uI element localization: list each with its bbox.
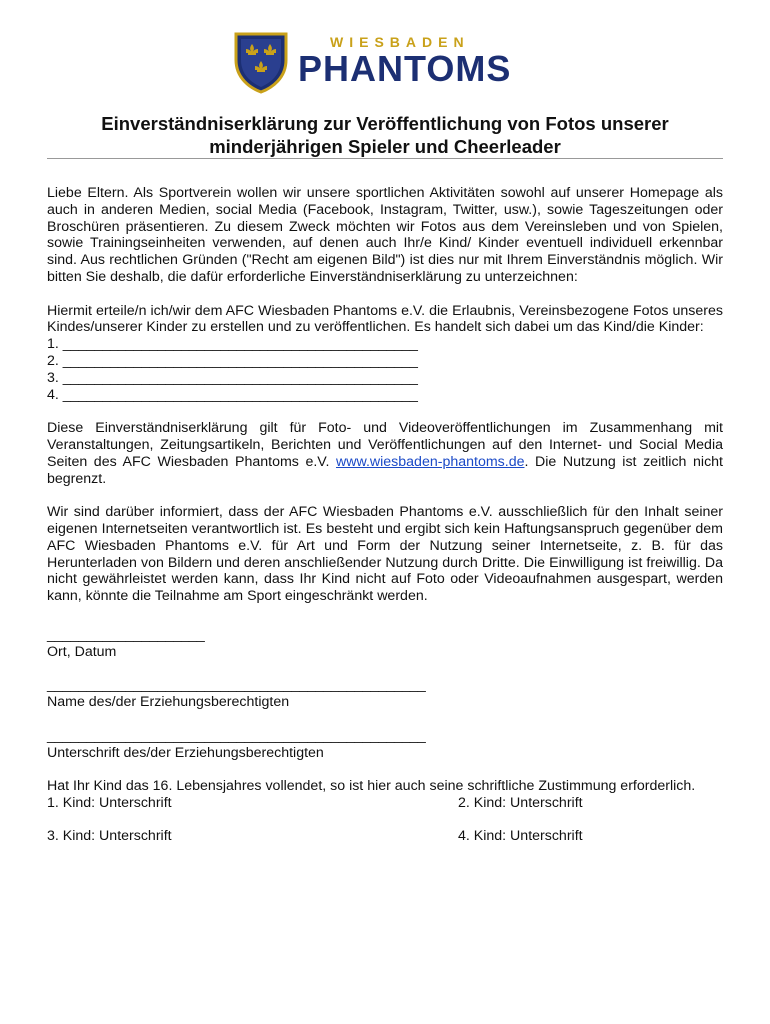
signature-section [47,627,723,845]
child-line-2[interactable]: 2. _____________________________________________ [47,352,418,369]
intro-paragraph: Liebe Eltern. Als Sportverein wollen wir unsere sportlichen Aktivitäten sowohl auf unserer Homepage als auch in anderen Medien, social Media (Facebook, Instagram, Twitter, usw.), sowie Tageszeitungen oder Broschüren präsentieren. Zu diesem Zweck möchten wir Fotos aus dem Vereinsleben und von Spielen, sowie Trainingseinheiten verwenden, auf denen auch Ihr/e Kind/ Kinder eventuell individuell erkennbar sind. Aus rechtlichen Gründen ("Recht am eigenen Bild") ist dies nur mit Ihrem Einverständnis möglich. Wir bitten Sie deshalb, die dafür erforderliche Einverständniserklärung zu unterzeichnen: [47,185,723,285]
validity-paragraph [47,420,723,487]
child-3-signature[interactable]: 3. Kind: Unterschrift [47,828,172,845]
age-note: Hat Ihr Kind das 16. Lebensjahres vollendet, so ist hier auch seine schriftliche Zustimmung erforderlich. [47,778,696,795]
document-title [47,112,723,158]
child-1-signature[interactable]: 1. Kind: Unterschrift [47,794,172,811]
fleur-de-lis-shield-icon [232,30,290,94]
child-2-signature[interactable]: 2. Kind: Unterschrift [458,794,583,811]
guardian-signature-line[interactable]: ________________________________________________ [47,727,426,744]
liability-paragraph: Wir sind darüber informiert, dass der AFC Wiesbaden Phantoms e.V. ausschließlich für den Inhalt seiner eigenen Internetseiten verantwortlich ist. Es besteht und ergibt sich kein Haftungsanspruch gegenüber dem AFC Wiesbaden Phantoms e.V. für Art und Form der Nutzung seiner Internetseite, z. B. für das Herunterladen von Bildern und deren anschließender Nutzung durch Dritte. Die Einwilligung ist freiwillig. Da nicht gewährleistet werden kann, dass Ihr Kind nicht auf Foto oder Videoaufnahmen ausgespart, werden kann, könnte die Teilnahme am Sport eingeschränkt werden. [47,504,723,605]
permission-paragraph: Hiermit erteile/n ich/wir dem AFC Wiesbaden Phantoms e.V. die Erlaubnis, Vereinsbezogene Fotos unseres Kindes/unserer Kinder zu erstellen und zu veröffentlichen. Es handelt sich dabei um das Kind/die Kinder: [47,302,723,336]
child-line-4[interactable]: 4. _____________________________________________ [47,386,418,403]
validity-text-before: Diese Einverständniserklärung gilt für Foto- und Videoveröffentlichungen im Zusammenhang mit Veranstaltungen, Zeitungsartikeln, Berichten und Veröffentlichungen auf den Internet- und Social Media Seiten des AFC Wiesbaden Phantoms e.V. [47,420,723,470]
child-line-3[interactable]: 3. _____________________________________________ [47,369,418,386]
logo-wordmark [298,34,511,88]
logo-city-text: WIESBADEN [330,34,470,50]
guardian-signature-label: Unterschrift des/der Erziehungsberechtigten [47,744,324,761]
logo-club-text: PHANTOMS [298,48,512,89]
document-body [47,185,723,845]
title-line-2: minderjährigen Spieler und Cheerleader [209,136,561,157]
place-date-line[interactable]: ____________________ [47,626,205,643]
place-date-label: Ort, Datum [47,643,117,660]
title-divider [47,158,723,159]
website-link[interactable]: www.wiesbaden-phantoms.de [336,453,525,470]
child-signature-row-2 [47,828,723,845]
child-signature-row-1 [47,795,723,812]
guardian-name-label: Name des/der Erziehungsberechtigten [47,694,290,711]
child-line-1[interactable]: 1. _____________________________________________ [47,336,418,353]
guardian-name-line[interactable]: ________________________________________________ [47,677,426,694]
child-4-signature[interactable]: 4. Kind: Unterschrift [458,828,583,845]
club-logo [232,30,542,94]
validity-text-after: . Die Nutzung ist zeitlich nicht begrenzt. [47,453,723,487]
title-line-1: Einverständniserklärung zur Veröffentlichung von Fotos unserer [101,113,669,134]
